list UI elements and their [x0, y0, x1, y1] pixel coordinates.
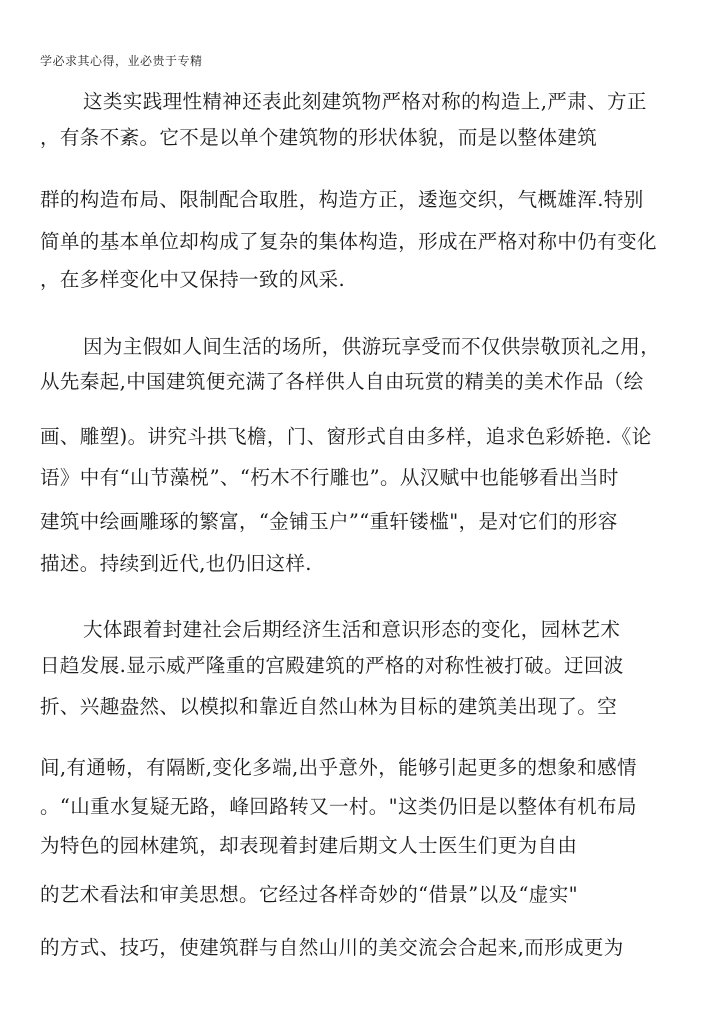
- text-line-7: 从先秦起,中国建筑便充满了各样供人自由玩赏的精美的美术作品（绘: [40, 370, 644, 393]
- page-header: 学必求其心得，业必贵于专精: [40, 54, 203, 68]
- text-line-19: 的方式、技巧，使建筑群与自然山川的美交流会合起来,而形成更为: [40, 936, 624, 959]
- text-line-4: 简单的基本单位却构成了复杂的集体构造，形成在严格对称中仍有变化: [40, 230, 657, 253]
- text-line-15: 间,有通畅，有隔断,变化多端,出乎意外，能够引起更多的想象和感情: [40, 756, 637, 779]
- text-line-14: 折、兴趣盎然、以模拟和靠近自然山林为目标的建筑美出现了。空: [40, 695, 618, 718]
- text-line-5: ，在多样变化中又保持一致的风采.: [40, 268, 346, 291]
- text-line-9: 语》中有“山节藻棁”、“朽木不行雕也”。从汉赋中也能够看出当时: [40, 466, 619, 489]
- text-line-17: 为特色的园林建筑，却表现着封建后期文人士医生们更为自由: [40, 834, 578, 857]
- text-line-12: 大体跟着封建社会后期经济生活和意识形态的变化，园林艺术: [83, 618, 621, 641]
- text-line-6: 因为主假如人间生活的场所，供游玩享受而不仅供崇敬顶礼之用，: [83, 335, 661, 358]
- text-line-1: 这类实践理性精神还表此刻建筑物严格对称的构造上,严肃、方正: [83, 90, 647, 113]
- text-line-8: 画、雕塑)。讲究斗拱飞檐，门、窗形式自由多样，追求色彩娇艳.《论: [40, 425, 652, 448]
- text-line-16: 。“山重水复疑无路，峰回路转又一村。"这类仍旧是以整体有机布局: [40, 795, 637, 818]
- text-line-3: 群的构造布局、限制配合取胜，构造方正，逶迤交织，气概雄浑.特别: [40, 188, 644, 211]
- text-line-18: 的艺术看法和审美思想。它经过各样奇妙的“借景”以及“虚实": [40, 883, 578, 906]
- text-line-2: ，有条不紊。它不是以单个建筑物的形状体貌，而是以整体建筑: [40, 126, 598, 149]
- text-line-11: 描述。持续到近代,也仍旧这样.: [40, 552, 312, 575]
- text-line-13: 日趋发展.显示威严隆重的宫殿建筑的严格的对称性被打破。迂回波: [40, 654, 624, 677]
- text-line-10: 建筑中绘画雕琢的繁富，“金铺玉户”“重轩镂槛"，是对它们的形容: [40, 510, 618, 533]
